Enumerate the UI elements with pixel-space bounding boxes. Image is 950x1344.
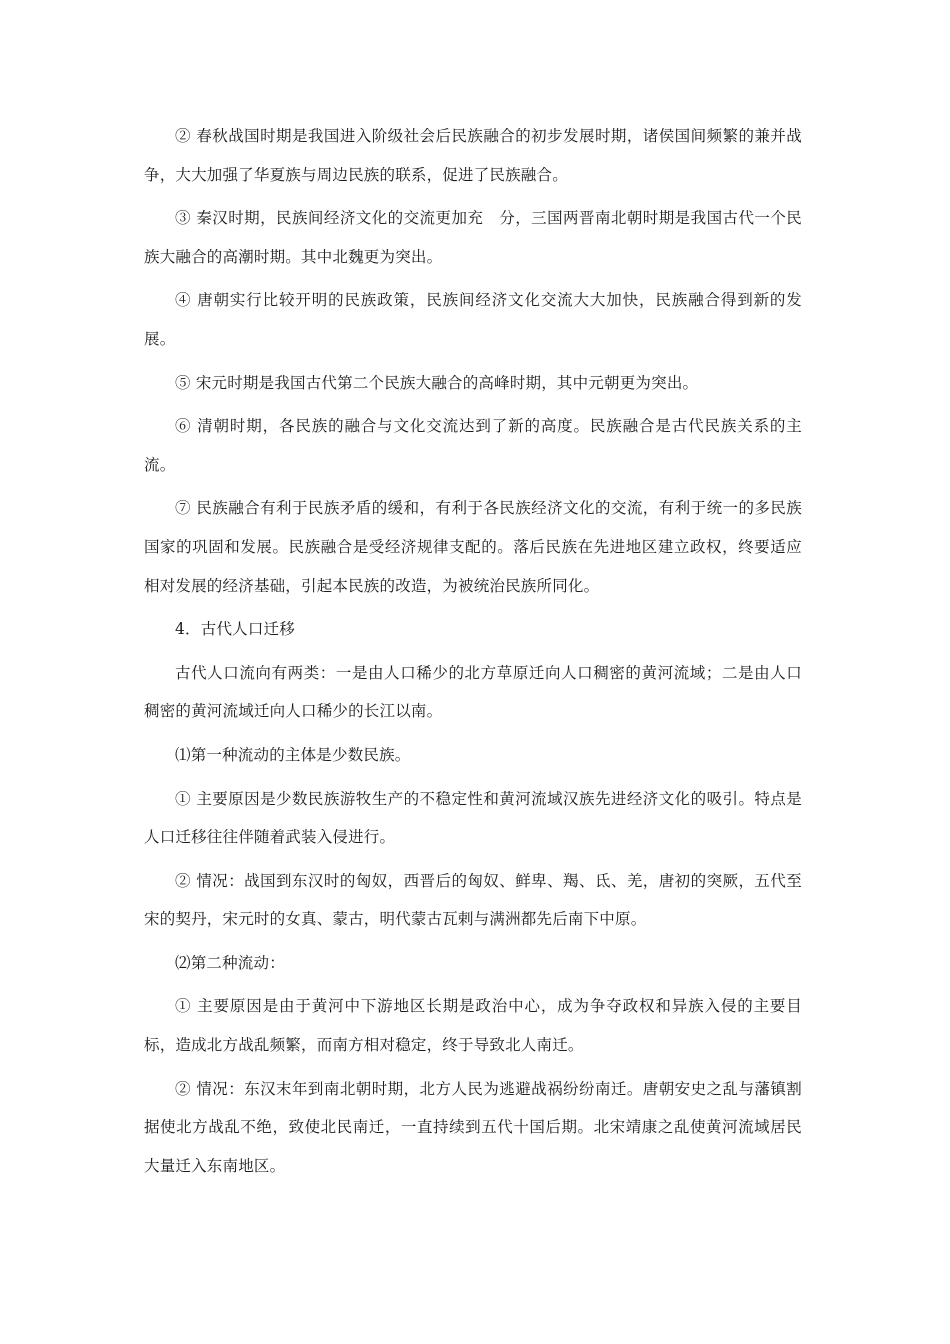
paragraph-song-yuan-period: ⑤ 宋元时期是我国古代第二个民族大融合的高峰时期，其中元朝更为突出。 bbox=[175, 373, 699, 392]
section-heading-population-migration: 4．古代人口迁移 bbox=[175, 620, 295, 639]
paragraph-second-flow-reasons: ① 主要原因是由于黄河中下游地区长期是政治中心，成为争夺政权和异族入侵的主要目标，造成北方战乱频繁，而南方相对稳定，终于导致北人南迁。 bbox=[144, 997, 802, 1055]
document-page bbox=[144, 117, 802, 1190]
paragraph-tang-dynasty: ④ 唐朝实行比较开明的民族政策，民族间经济文化交流大大加快，民族融合得到新的发展。 bbox=[144, 291, 802, 348]
paragraph-second-flow-situation: ② 情况：东汉末年到南北朝时期，北方人民为逃避战祸纷纷南迁。唐朝安史之乱与藩镇割据使北方战乱不绝，致使北民南迁，一直持续到五代十国后期。北宋靖康之乱使黄河流域居民大量迁入东南地区。 bbox=[144, 1079, 802, 1175]
paragraph-qin-han-period: ③ 秦汉时期，民族间经济文化的交流更加充 分，三国两晋南北朝时期是我国古代一个民族大融合的高潮时期。其中北魏更为突出。 bbox=[144, 209, 802, 266]
subheading-first-flow: ⑴第一种流动的主体是少数民族。 bbox=[175, 745, 411, 764]
paragraph-first-flow-reasons: ① 主要原因是少数民族游牧生产的不稳定性和黄河流域汉族先进经济文化的吸引。特点是人口迁移往往伴随着武装入侵进行。 bbox=[144, 789, 802, 847]
paragraph-fusion-significance: ⑦ 民族融合有利于民族矛盾的缓和，有利于各民族经济文化的交流，有利于统一的多民族国家的巩固和发展。民族融合是受经济规律支配的。落后民族在先进地区建立政权，终要适应相对发展的经济基础，引起本民族的改造，为被统治民族所同化。 bbox=[144, 499, 802, 595]
paragraph-qing-dynasty: ⑥ 清朝时期，各民族的融合与文化交流达到了新的高度。民族融合是古代民族关系的主流。 bbox=[144, 417, 802, 474]
paragraph-migration-overview: 古代人口流向有两类：一是由人口稀少的北方草原迁向人口稠密的黄河流域；二是由人口稠密的黄河流域迁向人口稀少的长江以南。 bbox=[144, 663, 802, 721]
subheading-second-flow: ⑵第二种流动： bbox=[175, 953, 285, 972]
paragraph-spring-autumn-warring-states: ② 春秋战国时期是我国进入阶级社会后民族融合的初步发展时期，诸侯国间频繁的兼并战争，大大加强了华夏族与周边民族的联系，促进了民族融合。 bbox=[144, 127, 802, 184]
paragraph-first-flow-situation: ② 情况：战国到东汉时的匈奴，西晋后的匈奴、鲜卑、羯、氐、羌，唐初的突厥，五代至宋的契丹，宋元时的女真、蒙古，明代蒙古瓦剌与满洲都先后南下中原。 bbox=[144, 871, 802, 929]
